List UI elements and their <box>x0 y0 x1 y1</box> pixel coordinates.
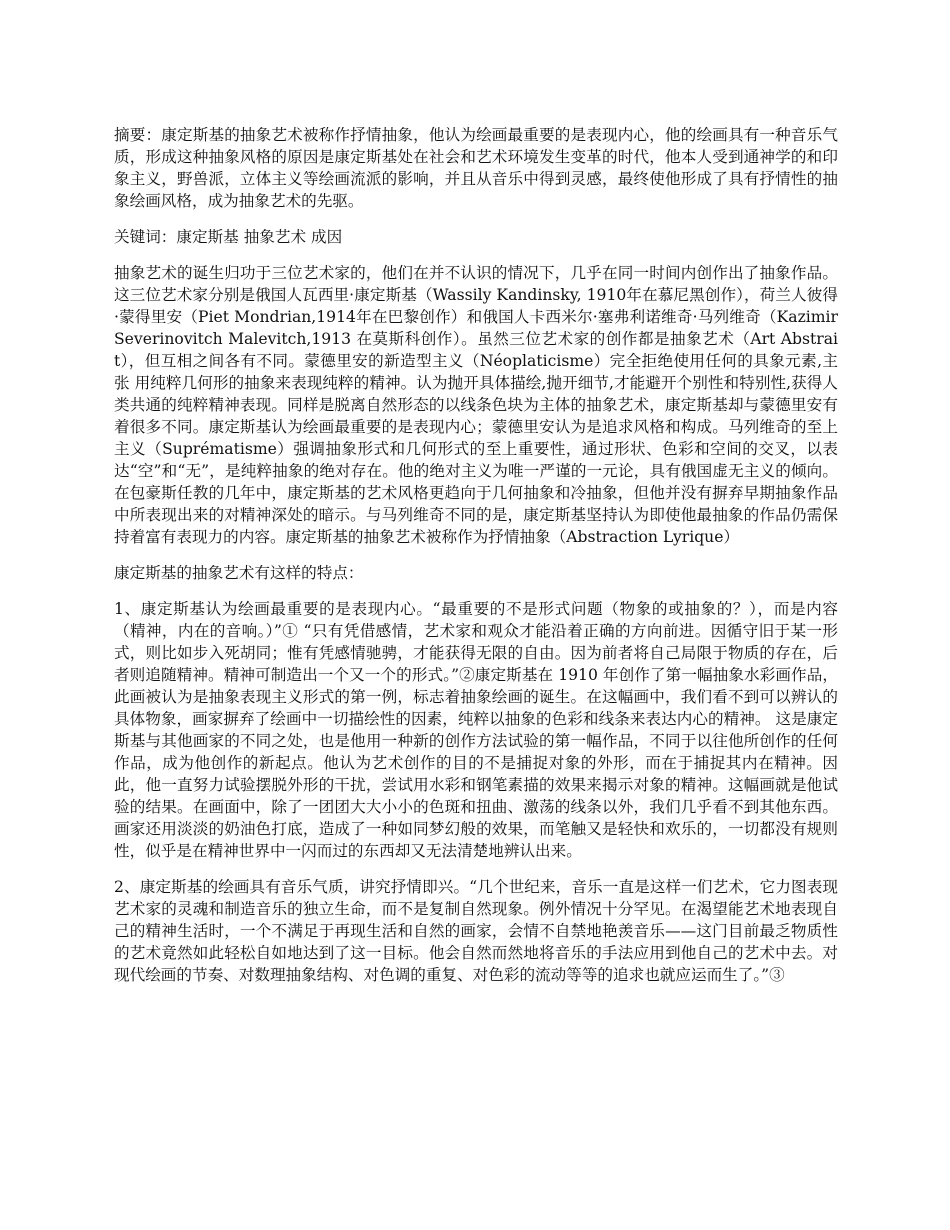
abstract-paragraph: 摘要：康定斯基的抽象艺术被称作抒情抽象，他认为绘画最重要的是表现内心，他的绘画具有一种音乐气质，形成这种抽象风格的原因是康定斯基处在社会和艺术环境发生变革的时代，他本人受到通神学的和印象主义，野兽派，立体主义等绘画流派的影响，并且从音乐中得到灵感，最终使他形成了具有抒情性的抽象绘画风格，成为抽象艺术的先驱。 <box>114 126 838 210</box>
features-heading-paragraph: 康定斯基的抽象艺术有这样的特点： <box>114 564 364 582</box>
keywords-paragraph: 关键词：康定斯基 抽象艺术 成因 <box>114 228 343 246</box>
intro-paragraph: 抽象艺术的诞生归功于三位艺术家的，他们在并不认识的情况下，几乎在同一时间内创作出了抽象作品。这三位艺术家分别是俄国人瓦西里·康定斯基（Wassily Kandinsky, 1910年在慕尼黑创作），荷兰人彼得·蒙得里安（Piet Mondrian,1914年在巴黎创作）和俄国人卡西米尔·塞弗利诺维奇·马列维奇（Kazimir Severinovitch Malevitch,1913 在莫斯科创作）。虽然三位艺术家的创作都是抽象艺术（Art Abstrait），但互相之间各有不同。蒙德里安的新造型主义（Néoplaticisme）完全拒绝使用任何的具象元素,主张 用纯粹几何形的抽象来表现纯粹的精神。认为抛开具体描绘,抛开细节,才能避开个别性和特别性,获得人类共通的纯粹精神表现。同样是脱离自然形态的以线条色块为主体的抽象艺术，康定斯基却与蒙德里安有着很多不同。康定斯基认为绘画最重要的是表现内心；蒙德里安认为是追求风格和构成。马列维奇的至上主义（Suprématisme）强调抽象形式和几何形式的至上重要性，通过形状、色彩和空间的交叉，以表达“空”和“无”，是纯粹抽象的绝对存在。他的绝对主义为唯一严谨的一元论，具有俄国虚无主义的倾向。在包豪斯任教的几年中，康定斯基的艺术风格更趋向于几何抽象和冷抽象，但他并没有摒弃早期抽象作品中所表现出来的对精神深处的暗示。与马列维奇不同的是，康定斯基坚持认为即使他最抽象的作品仍需保持着富有表现力的内容。康定斯基的抽象艺术被称作为抒情抽象（Abstraction Lyrique） <box>114 264 838 546</box>
feature-2-paragraph: 2、康定斯基的绘画具有音乐气质，讲究抒情即兴。“几个世纪来，音乐一直是这样一们艺术，它力图表现艺术家的灵魂和制造音乐的独立生命，而不是复制自然现象。例外情况十分罕见。在渴望能艺术地表现自己的精神生活时，一个不满足于再现生活和自然的画家，会情不自禁地艳羡音乐——这门目前最乏物质性的艺术竟然如此轻松自如地达到了这一目标。他会自然而然地将音乐的手法应用到他自己的艺术中去。对现代绘画的节奏、对数理抽象结构、对色调的重复、对色彩的流动等等的追求也就应运而生了。”③ <box>114 878 838 984</box>
feature-1-paragraph: 1、康定斯基认为绘画最重要的是表现内心。“最重要的不是形式问题（物象的或抽象的？），而是内容（精神，内在的音响。）”① “只有凭借感情，艺术家和观众才能沿着正确的方向前进。因循守旧于某一形式，则比如步入死胡同；惟有凭感情驰骋，才能获得无限的自由。因为前者将自己局限于物质的存在，后者则追随精神。精神可制造出一个又一个的形式。”②康定斯基在 1910 年创作了第一幅抽象水彩画作品，此画被认为是抽象表现主义形式的第一例，标志着抽象绘画的诞生。在这幅画中，我们看不到可以辨认的具体物象，画家摒弃了绘画中一切描绘性的因素，纯粹以抽象的色彩和线条来表达内心的精神。 这是康定斯基与其他画家的不同之处，也是他用一种新的创作方法试验的第一幅作品，不同于以往他所创作的任何作品，成为他创作的新起点。他认为艺术创作的目的不是捕捉对象的外形，而在于捕捉其内在精神。因此，他一直努力试验摆脱外形的干扰，尝试用水彩和钢笔素描的效果来揭示对象的精神。这幅画就是他试验的结果。在画面中，除了一团团大大小小的色斑和扭曲、激荡的线条以外，我们几乎看不到其他东西。画家还用淡淡的奶油色打底，造成了一种如同梦幻般的效果，而笔触又是轻快和欢乐的，一切都没有规则性，似乎是在精神世界中一闪而过的东西却又无法清楚地辨认出来。 <box>114 600 838 860</box>
document-page <box>114 124 838 1000</box>
